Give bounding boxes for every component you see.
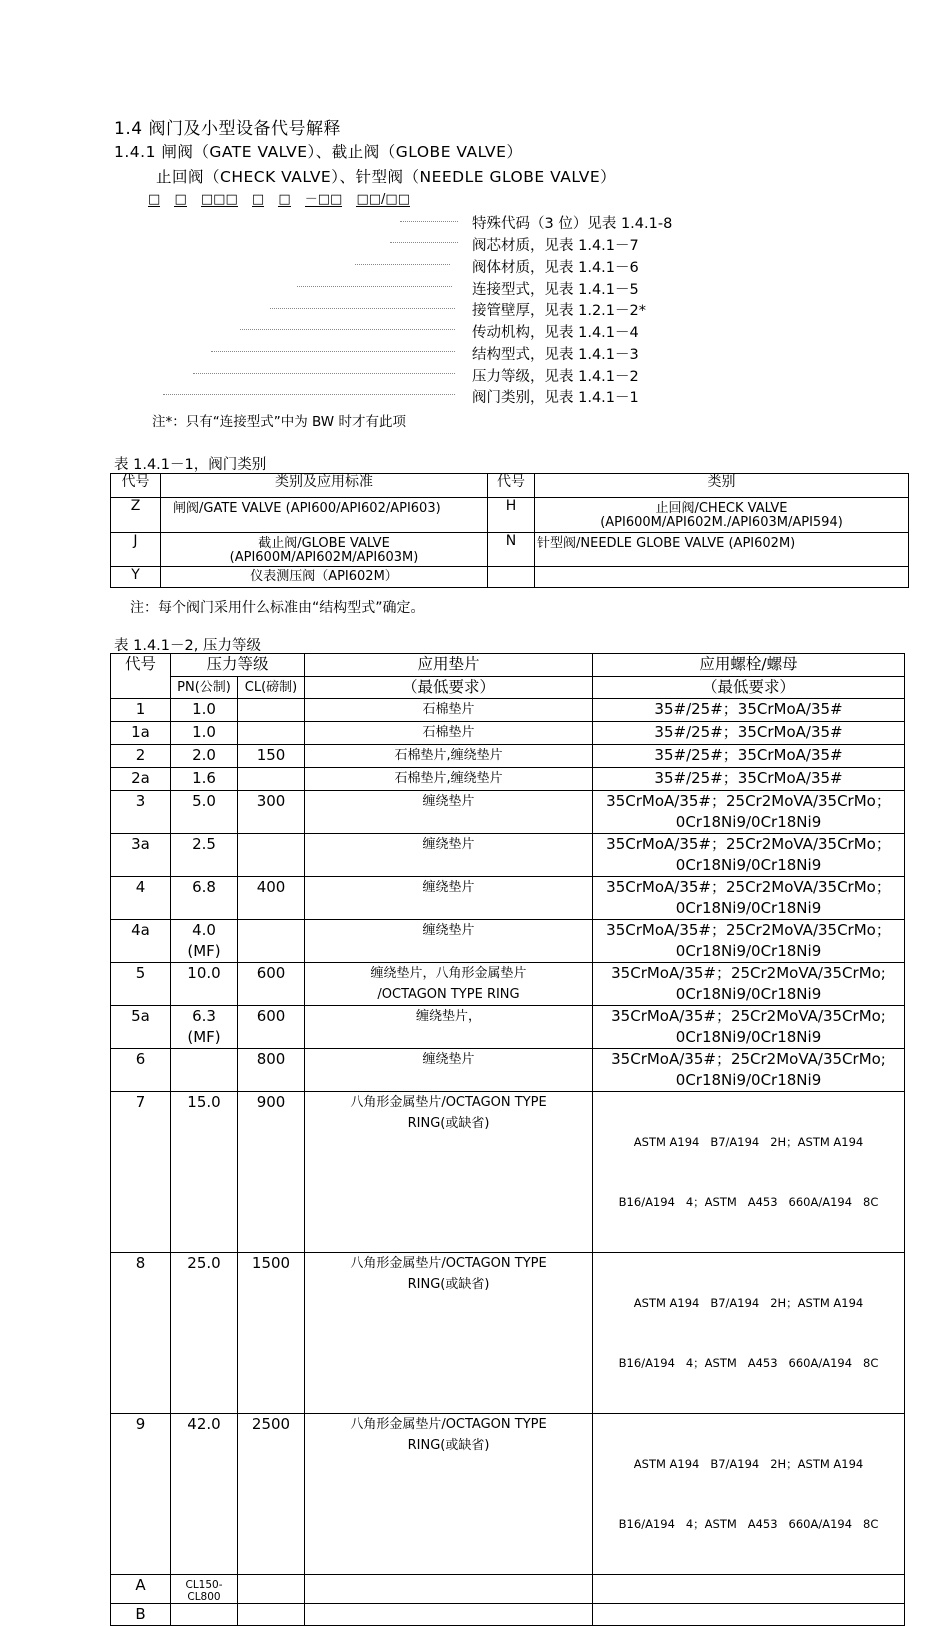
code-box: □□□ bbox=[200, 192, 238, 207]
pn-cell: 2.0 bbox=[171, 745, 238, 768]
code-cell: Y bbox=[111, 567, 161, 588]
legend-item: 接管壁厚，见表 1.2.1－2* bbox=[472, 303, 646, 319]
table-row bbox=[111, 745, 905, 768]
bolt-line: 35CrMoA/35#；25Cr2MoVA/35CrMo； bbox=[606, 835, 891, 853]
pn-cell: CL150-CL800 bbox=[171, 1575, 238, 1604]
bolt-line: B16/A194 4；ASTM A453 660A/A194 8C bbox=[618, 1517, 879, 1531]
table-row bbox=[111, 699, 905, 722]
leader-line bbox=[355, 264, 450, 265]
gasket-cell bbox=[305, 963, 593, 1006]
bolt-cell bbox=[593, 1575, 905, 1604]
gasket-cell: 缠绕垫片 bbox=[305, 834, 593, 877]
cl-cell: 150 bbox=[238, 745, 305, 768]
table-row bbox=[111, 498, 909, 533]
table-row bbox=[111, 963, 905, 1006]
gasket-line: /OCTAGON TYPE RING bbox=[377, 987, 520, 1002]
bolt-cell bbox=[593, 1006, 905, 1049]
legend-item: 结构型式，见表 1.4.1－3 bbox=[472, 347, 639, 363]
table-row bbox=[111, 768, 905, 791]
pn-cell: 42.0 bbox=[171, 1414, 238, 1575]
header-cell: 代号 bbox=[111, 654, 171, 699]
gasket-cell: 石棉垫片,缠绕垫片 bbox=[305, 768, 593, 791]
subsection-heading: 1.4.1 闸阀（GATE VALVE）、截止阀（GLOBE VALVE） bbox=[114, 143, 523, 161]
gasket-cell: 缠绕垫片 bbox=[305, 920, 593, 963]
table-row bbox=[111, 1414, 905, 1575]
table-row bbox=[111, 834, 905, 877]
gasket-cell: 缠绕垫片， bbox=[305, 1006, 593, 1049]
bolt-line: 0Cr18Ni9/0Cr18Ni9 bbox=[675, 1028, 822, 1046]
table-note: 注：每个阀门采用什么标准由“结构型式”确定。 bbox=[130, 600, 425, 616]
pressure-rating-table bbox=[110, 653, 905, 1626]
pn-cell: 1.6 bbox=[171, 768, 238, 791]
bolt-line: 35CrMoA/35#；25Cr2MoVA/35CrMo; bbox=[611, 1007, 886, 1025]
bolt-line: 0Cr18Ni9/0Cr18Ni9 bbox=[675, 1071, 822, 1089]
gasket-line: 八角形金属垫片/OCTAGON TYPE bbox=[350, 1417, 547, 1432]
table-header-row bbox=[111, 654, 905, 677]
code-cell: 4a bbox=[111, 920, 171, 963]
code-box: □ bbox=[174, 192, 187, 207]
bolt-cell bbox=[593, 1414, 905, 1575]
table-row bbox=[111, 1006, 905, 1049]
legend-item: 阀门类别，见表 1.4.1－1 bbox=[472, 390, 639, 406]
code-cell: 2 bbox=[111, 745, 171, 768]
legend-item: 特殊代码（3 位）见表 1.4.1-8 bbox=[472, 216, 673, 232]
gasket-cell: 石棉垫片,缠绕垫片 bbox=[305, 745, 593, 768]
table-row bbox=[111, 920, 905, 963]
table-row bbox=[111, 533, 909, 567]
cl-cell: 2500 bbox=[238, 1414, 305, 1575]
code-cell: N bbox=[488, 533, 535, 567]
pn-cell: 15.0 bbox=[171, 1092, 238, 1253]
leader-line bbox=[240, 329, 455, 330]
table-row bbox=[111, 1092, 905, 1253]
header-cell: （最低要求） bbox=[593, 677, 905, 699]
header-cell: 应用垫片 bbox=[305, 654, 593, 677]
gasket-cell bbox=[305, 1253, 593, 1414]
gasket-line: 缠绕垫片，八角形金属垫片 bbox=[370, 966, 527, 981]
table-row bbox=[111, 1604, 905, 1626]
header-cell: 压力等级 bbox=[171, 654, 305, 677]
code-pattern bbox=[148, 192, 420, 207]
gasket-line: 八角形金属垫片/OCTAGON TYPE bbox=[350, 1256, 547, 1271]
code-cell: Z bbox=[111, 498, 161, 533]
code-cell: 3 bbox=[111, 791, 171, 834]
pn-cell: 1.0 bbox=[171, 722, 238, 745]
code-cell: 7 bbox=[111, 1092, 171, 1253]
bolt-line: ASTM A194 B7/A194 2H；ASTM A194 bbox=[633, 1135, 864, 1149]
code-cell: H bbox=[488, 498, 535, 533]
table-row bbox=[111, 567, 909, 588]
table-row bbox=[111, 1575, 905, 1604]
legend-item: 阀芯材质，见表 1.4.1－7 bbox=[472, 238, 639, 254]
code-cell: 4 bbox=[111, 877, 171, 920]
bolt-cell bbox=[593, 877, 905, 920]
section-heading: 1.4 阀门及小型设备代号解释 bbox=[114, 119, 341, 139]
bolt-cell: 35#/25#；35CrMoA/35# bbox=[593, 745, 905, 768]
table-row bbox=[111, 877, 905, 920]
bolt-cell bbox=[593, 963, 905, 1006]
code-cell: B bbox=[111, 1604, 171, 1626]
table-row bbox=[111, 1049, 905, 1092]
cl-cell: 600 bbox=[238, 963, 305, 1006]
bolt-line: 35CrMoA/35#；25Cr2MoVA/35CrMo； bbox=[606, 792, 891, 810]
leader-line bbox=[163, 394, 455, 395]
code-box: □ bbox=[278, 192, 291, 207]
bolt-cell bbox=[593, 834, 905, 877]
pn-cell: 1.0 bbox=[171, 699, 238, 722]
bolt-line: 35CrMoA/35#；25Cr2MoVA/35CrMo； bbox=[606, 878, 891, 896]
bolt-cell bbox=[593, 1049, 905, 1092]
code-cell: 5 bbox=[111, 963, 171, 1006]
code-cell: 3a bbox=[111, 834, 171, 877]
gasket-cell bbox=[305, 1575, 593, 1604]
pn-cell bbox=[171, 1604, 238, 1626]
bolt-line: B16/A194 4；ASTM A453 660A/A194 8C bbox=[618, 1195, 879, 1209]
code-cell: J bbox=[111, 533, 161, 567]
pn-cell: 6.8 bbox=[171, 877, 238, 920]
pn-line: (MF) bbox=[187, 942, 221, 960]
category-cell: 仪表测压阀（API602M） bbox=[161, 567, 488, 588]
leader-line bbox=[193, 373, 455, 374]
legend-item: 连接型式，见表 1.4.1－5 bbox=[472, 282, 639, 298]
bolt-cell bbox=[593, 920, 905, 963]
bolt-line: 0Cr18Ni9/0Cr18Ni9 bbox=[675, 985, 822, 1003]
code-cell: 2a bbox=[111, 768, 171, 791]
bolt-cell bbox=[593, 1092, 905, 1253]
category-line: 止回阀/CHECK VALVE bbox=[655, 501, 788, 516]
pn-cell bbox=[171, 1049, 238, 1092]
cl-cell bbox=[238, 699, 305, 722]
table-header-row bbox=[111, 474, 909, 498]
table-header-row bbox=[111, 677, 905, 699]
bolt-line: 35CrMoA/35#；25Cr2MoVA/35CrMo； bbox=[606, 921, 891, 939]
bolt-cell bbox=[593, 1253, 905, 1414]
leader-line bbox=[390, 242, 458, 243]
header-cell: 代号 bbox=[488, 474, 535, 498]
code-cell: 1 bbox=[111, 699, 171, 722]
header-cell: CL(磅制) bbox=[238, 677, 305, 699]
category-line: (API600M/API602M/API603M) bbox=[229, 550, 419, 565]
category-cell bbox=[161, 533, 488, 567]
leader-line bbox=[211, 351, 455, 352]
code-cell: 8 bbox=[111, 1253, 171, 1414]
code-cell: 1a bbox=[111, 722, 171, 745]
legend-item: 传动机构，见表 1.4.1－4 bbox=[472, 325, 639, 341]
code-box: －□□ bbox=[304, 192, 343, 207]
category-cell bbox=[535, 498, 909, 533]
table-row bbox=[111, 1253, 905, 1414]
cl-cell bbox=[238, 722, 305, 745]
gasket-cell: 石棉垫片 bbox=[305, 722, 593, 745]
code-cell: 6 bbox=[111, 1049, 171, 1092]
bolt-cell bbox=[593, 1604, 905, 1626]
code-cell bbox=[488, 567, 535, 588]
category-cell: 闸阀/GATE VALVE (API600/API602/API603) bbox=[161, 498, 488, 533]
legend-item: 阀体材质，见表 1.4.1－6 bbox=[472, 260, 639, 276]
bolt-line: 0Cr18Ni9/0Cr18Ni9 bbox=[675, 899, 822, 917]
gasket-line: RING(或缺省) bbox=[407, 1277, 490, 1292]
cl-cell bbox=[238, 768, 305, 791]
gasket-cell: 缠绕垫片 bbox=[305, 877, 593, 920]
header-cell: PN(公制) bbox=[171, 677, 238, 699]
cl-cell bbox=[238, 920, 305, 963]
code-box: □ bbox=[148, 192, 161, 207]
header-cell: 类别及应用标准 bbox=[161, 474, 488, 498]
code-cell: 5a bbox=[111, 1006, 171, 1049]
gasket-line: RING(或缺省) bbox=[407, 1116, 490, 1131]
cl-cell: 900 bbox=[238, 1092, 305, 1253]
leader-line bbox=[400, 221, 458, 222]
header-cell: 应用螺栓/螺母 bbox=[593, 654, 905, 677]
header-cell: 代号 bbox=[111, 474, 161, 498]
gasket-line: RING(或缺省) bbox=[407, 1438, 490, 1453]
code-box: □ bbox=[251, 192, 265, 207]
table-row bbox=[111, 791, 905, 834]
footnote: 注*：只有“连接型式”中为 BW 时才有此项 bbox=[152, 414, 406, 430]
legend-item: 压力等级，见表 1.4.1－2 bbox=[472, 369, 639, 385]
category-line: (API600M/API602M./API603M/API594) bbox=[600, 515, 843, 530]
gasket-cell: 石棉垫片 bbox=[305, 699, 593, 722]
cl-cell: 1500 bbox=[238, 1253, 305, 1414]
pn-cell: 10.0 bbox=[171, 963, 238, 1006]
header-cell: 类别 bbox=[535, 474, 909, 498]
cl-cell: 400 bbox=[238, 877, 305, 920]
valve-category-table bbox=[110, 473, 909, 588]
bolt-line: 0Cr18Ni9/0Cr18Ni9 bbox=[675, 942, 822, 960]
category-line: 截止阀/GLOBE VALVE bbox=[258, 536, 390, 551]
bolt-cell: 35#/25#；35CrMoA/35# bbox=[593, 699, 905, 722]
table-row bbox=[111, 722, 905, 745]
code-cell: A bbox=[111, 1575, 171, 1604]
pn-cell: 5.0 bbox=[171, 791, 238, 834]
bolt-line: 35CrMoA/35#；25Cr2MoVA/35CrMo; bbox=[611, 964, 886, 982]
pn-cell bbox=[171, 920, 238, 963]
code-cell: 9 bbox=[111, 1414, 171, 1575]
pn-cell: 2.5 bbox=[171, 834, 238, 877]
cl-cell: 600 bbox=[238, 1006, 305, 1049]
bolt-cell: 35#/25#；35CrMoA/35# bbox=[593, 768, 905, 791]
cl-cell: 300 bbox=[238, 791, 305, 834]
bolt-line: 0Cr18Ni9/0Cr18Ni9 bbox=[675, 856, 822, 874]
category-cell: 针型阀/NEEDLE GLOBE VALVE (API602M) bbox=[535, 533, 909, 567]
bolt-line: 35CrMoA/35#；25Cr2MoVA/35CrMo; bbox=[611, 1050, 886, 1068]
bolt-cell: 35#/25#；35CrMoA/35# bbox=[593, 722, 905, 745]
cl-cell bbox=[238, 1604, 305, 1626]
pn-line: (MF) bbox=[187, 1028, 221, 1046]
gasket-line: 八角形金属垫片/OCTAGON TYPE bbox=[350, 1095, 547, 1110]
bolt-line: ASTM A194 B7/A194 2H；ASTM A194 bbox=[633, 1457, 864, 1471]
gasket-cell bbox=[305, 1604, 593, 1626]
bolt-line: ASTM A194 B7/A194 2H；ASTM A194 bbox=[633, 1296, 864, 1310]
gasket-cell bbox=[305, 1414, 593, 1575]
bolt-line: 0Cr18Ni9/0Cr18Ni9 bbox=[675, 813, 822, 831]
table-caption: 表 1.4.1－1，阀门类别 bbox=[114, 457, 267, 473]
bolt-line: B16/A194 4；ASTM A453 660A/A194 8C bbox=[618, 1356, 879, 1370]
pn-cell: 25.0 bbox=[171, 1253, 238, 1414]
bolt-cell bbox=[593, 791, 905, 834]
gasket-cell: 缠绕垫片 bbox=[305, 1049, 593, 1092]
gasket-cell bbox=[305, 1092, 593, 1253]
cl-cell: 800 bbox=[238, 1049, 305, 1092]
subsection-heading-cont: 止回阀（CHECK VALVE）、针型阀（NEEDLE GLOBE VALVE） bbox=[156, 168, 617, 186]
leader-line bbox=[270, 308, 455, 309]
leader-line bbox=[297, 286, 452, 287]
table-caption: 表 1.4.1－2, 压力等级 bbox=[114, 638, 261, 654]
gasket-cell: 缠绕垫片 bbox=[305, 791, 593, 834]
category-cell bbox=[535, 567, 909, 588]
cl-cell bbox=[238, 1575, 305, 1604]
pn-line: 4.0 bbox=[192, 921, 216, 939]
header-cell: （最低要求） bbox=[305, 677, 593, 699]
cl-cell bbox=[238, 834, 305, 877]
pn-cell bbox=[171, 1006, 238, 1049]
code-box: □□/□□ bbox=[356, 192, 410, 207]
pn-line: 6.3 bbox=[192, 1007, 216, 1025]
